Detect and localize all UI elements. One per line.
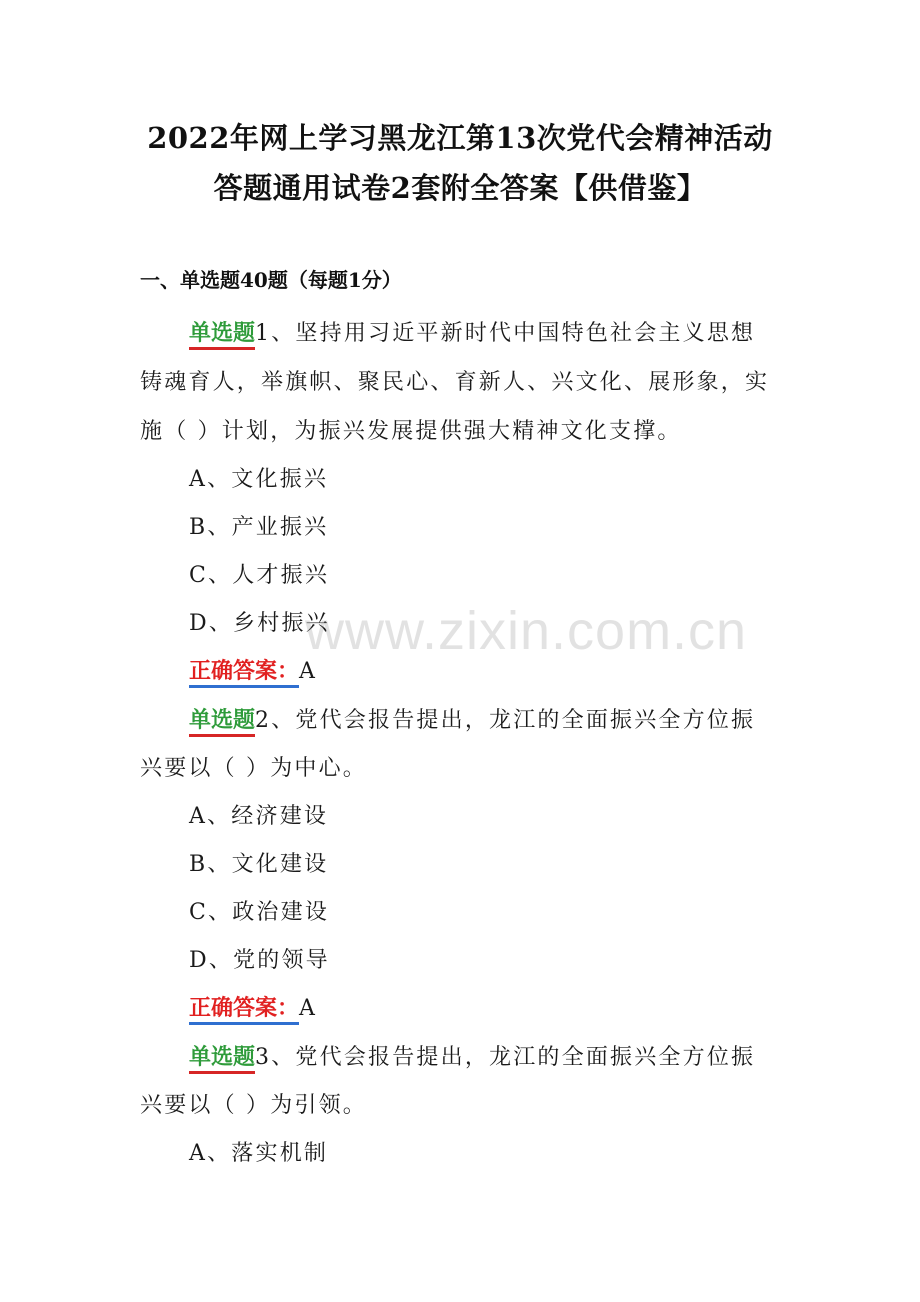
question-text: 2、党代会报告提出，龙江的全面振兴全方位振	[255, 708, 756, 733]
question-2-line-2: 兴要以（ ）为中心。	[140, 756, 367, 781]
question-1-option-b: B、产业振兴	[189, 515, 329, 540]
question-2-line-1	[189, 703, 755, 734]
question-1-option-d: D、乡村振兴	[189, 611, 330, 636]
question-2-option-c: C、政治建设	[189, 900, 330, 925]
question-3-line-2: 兴要以（ ）为引领。	[140, 1093, 367, 1118]
answer-label: 正确答案：	[189, 995, 299, 1025]
question-2-option-b: B、文化建设	[189, 852, 329, 877]
question-3-option-a: A、落实机制	[189, 1141, 329, 1166]
document-title-line-2: 答题通用试卷2套附全答案【供借鉴】	[213, 171, 707, 205]
question-type-tag: 单选题	[189, 707, 255, 737]
answer-label: 正确答案：	[189, 658, 299, 688]
question-1-line-2: 铸魂育人，举旗帜、聚民心、育新人、兴文化、展形象，实	[140, 370, 770, 395]
question-2-option-d: D、党的领导	[189, 948, 330, 973]
question-1-option-c: C、人才振兴	[189, 563, 330, 588]
question-type-tag: 单选题	[189, 1044, 255, 1074]
question-1-option-a: A、文化振兴	[189, 467, 329, 492]
document-title-line-1: 2022年网上学习黑龙江第13次党代会精神活动	[147, 121, 773, 155]
answer-value: A	[299, 659, 318, 684]
section-heading: 一、单选题40题（每题1分）	[140, 268, 402, 292]
question-1-line-1	[189, 316, 755, 347]
watermark: www.zixin.com.cn	[305, 601, 748, 661]
question-2-answer	[189, 991, 317, 1022]
question-3-line-1	[189, 1040, 755, 1071]
answer-value: A	[299, 996, 318, 1021]
question-text: 1、坚持用习近平新时代中国特色社会主义思想	[255, 321, 756, 346]
question-text: 3、党代会报告提出，龙江的全面振兴全方位振	[255, 1045, 756, 1070]
question-type-tag: 单选题	[189, 320, 255, 350]
question-1-line-3: 施（ ）计划，为振兴发展提供强大精神文化支撑。	[140, 419, 682, 444]
question-2-option-a: A、经济建设	[189, 804, 329, 829]
question-1-answer	[189, 654, 317, 685]
